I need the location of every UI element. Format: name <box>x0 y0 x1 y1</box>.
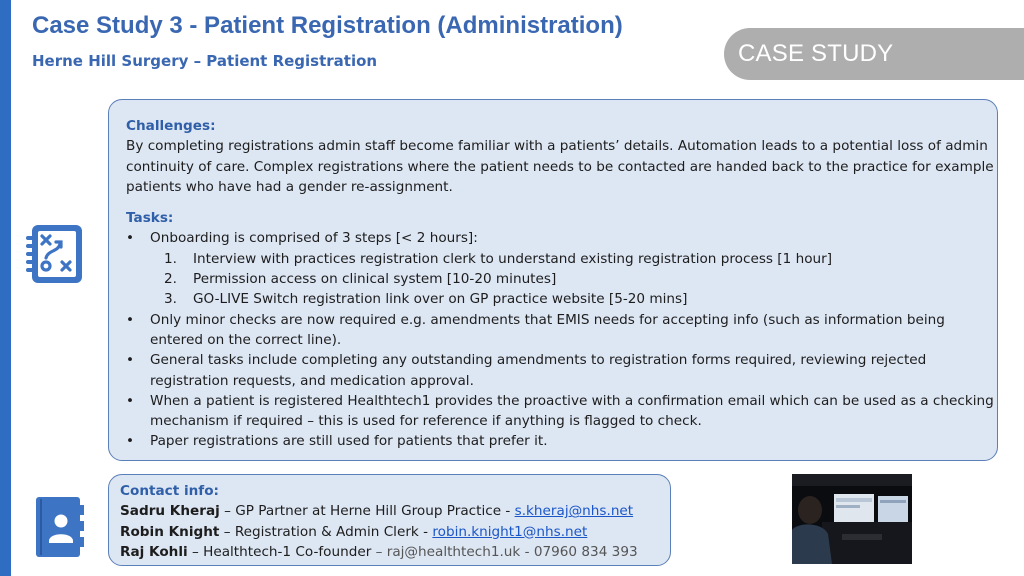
step-item-text: GO-LIVE Switch registration link over on GP practice website [5-20 mins] <box>193 291 688 308</box>
panel-content <box>126 116 994 452</box>
step-number: 2. <box>164 271 177 288</box>
task-item-text: Paper registrations are still used for patients that prefer it. <box>150 433 548 450</box>
contact-role: – GP Partner at Herne Hill Group Practice - <box>219 503 515 520</box>
contact-book-icon <box>36 497 84 557</box>
task-item <box>126 391 994 432</box>
left-accent-bar <box>0 0 11 576</box>
tasks-heading: Tasks: <box>126 210 174 227</box>
task-item-text: General tasks include completing any outstanding amendments to registration forms required, reviewing rejected registration requests, and medication approval. <box>150 352 927 389</box>
task-item <box>126 350 994 391</box>
contact-info-panel <box>108 474 671 566</box>
contact-row <box>120 501 638 521</box>
step-item-text: Permission access on clinical system [10-20 minutes] <box>193 271 557 288</box>
step-item <box>126 269 994 289</box>
contact-heading: Contact info: <box>120 483 219 499</box>
contact-name: Robin Knight <box>120 523 220 540</box>
bullet: • <box>126 433 135 450</box>
contact-role: – Healthtech-1 Co-founder <box>187 543 376 560</box>
step-number: 3. <box>164 291 177 308</box>
task-item <box>126 431 994 451</box>
task-item <box>126 228 994 248</box>
case-study-tag-label: CASE STUDY <box>738 40 894 67</box>
challenges-heading: Challenges: <box>126 118 216 134</box>
office-photo <box>792 474 912 564</box>
contact-email-link[interactable]: robin.knight1@nhs.net <box>432 523 588 540</box>
task-item <box>126 310 994 351</box>
task-item-text: Only minor checks are now required e.g. amendments that EMIS needs for accepting info (such as information being entered on the correct line). <box>150 311 945 348</box>
bullet: • <box>126 311 135 328</box>
task-item-text: Onboarding is comprised of 3 steps [< 2 hours]: <box>150 230 478 247</box>
contact-role: – Registration & Admin Clerk - <box>219 523 433 540</box>
step-item-text: Interview with practices registration clerk to understand existing registration process [1 hour] <box>193 250 833 267</box>
challenges-tasks-panel <box>108 99 998 461</box>
bullet: • <box>126 230 135 247</box>
challenges-text: By completing registrations admin staff become familiar with a patients’ details. Automation leads to a potential loss of admin continuity of care. Complex registrations where the patient needs to be contacted are handed back to the practice for example patients who have had a gender re-assignment. <box>126 138 994 195</box>
bullet: • <box>126 392 135 409</box>
page-title: Case Study 3 - Patient Registration (Administration) <box>32 12 623 39</box>
bullet: • <box>126 352 135 369</box>
step-item <box>126 289 994 309</box>
case-study-tag <box>724 28 1024 80</box>
contact-details: – raj@healthtech1.uk - 07960 834 393 <box>375 543 638 560</box>
contact-name: Sadru Kheraj <box>120 503 220 520</box>
step-item <box>126 249 994 269</box>
contact-row <box>120 542 638 562</box>
contact-content <box>120 481 638 562</box>
contact-row <box>120 522 638 542</box>
page-subtitle: Herne Hill Surgery – Patient Registration <box>32 52 378 70</box>
step-number: 1. <box>164 250 177 267</box>
contact-email-link[interactable]: s.kheraj@nhs.net <box>514 503 634 520</box>
task-item-text: When a patient is registered Healthtech1 provides the proactive with a confirmation email which can be used as a checking mechanism if required – this is used for reference if anything is flagged to check. <box>150 392 994 430</box>
contact-name: Raj Kohli <box>120 543 188 560</box>
strategy-board-icon <box>24 222 86 286</box>
